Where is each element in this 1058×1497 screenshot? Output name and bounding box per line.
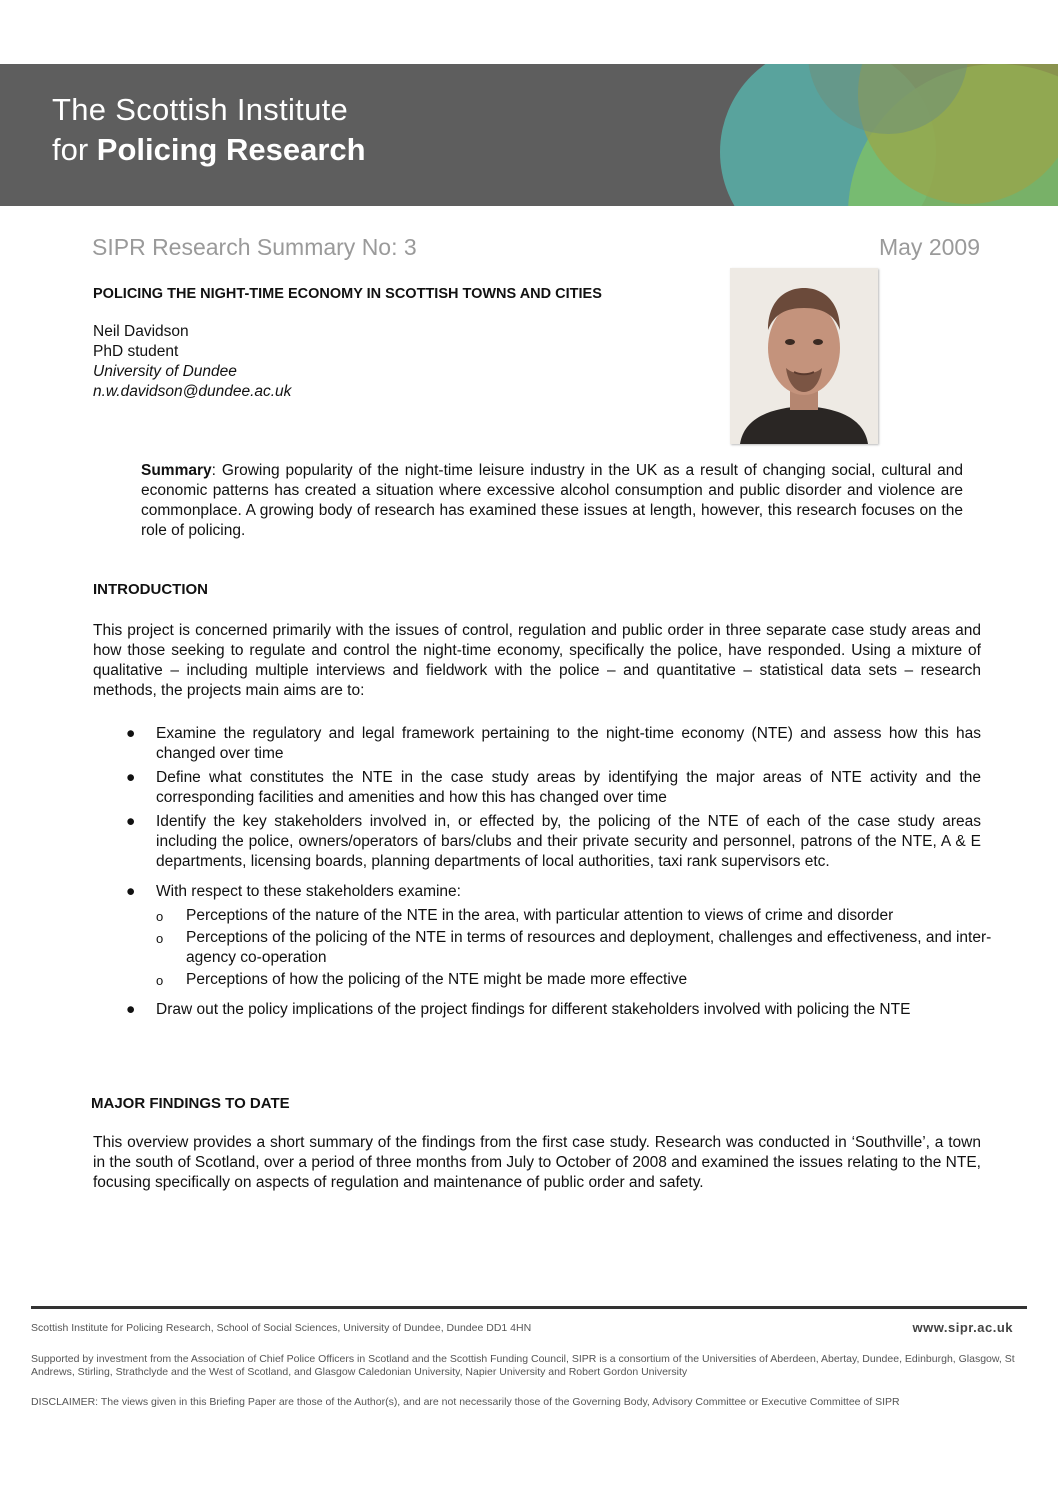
circle-bullet-icon: o [156, 931, 164, 946]
summary-paragraph [141, 461, 963, 541]
sub-list-item [122, 928, 1036, 968]
list-item [122, 768, 981, 808]
list-item [122, 1000, 1012, 1020]
bullet-icon: ● [126, 1001, 136, 1018]
sub-list-item [122, 970, 1006, 990]
list-item-text: With respect to these stakeholders examine: [156, 883, 461, 900]
circle-bullet-icon: o [156, 973, 164, 988]
summary-text: : Growing popularity of the night-time leisure industry in the UK as a result of changing social, cultural and economic patterns has created a situation where excessive alcohol consumption and public disorder and violence are commonplace. A growing body of research has examined these issues at length, however, this research focuses on the role of policing. [141, 462, 963, 539]
list-item-text: Identify the key stakeholders involved in, or effected by, the policing of the NTE of each of the case study areas including the police, owners/operators of bars/clubs and their private security and personnel, patrons of the NTE, A & E departments, licensing boards, planning departments of local authorities, taxi rank supervisors etc. [156, 813, 981, 870]
findings-heading: MAJOR FINDINGS TO DATE [91, 1095, 290, 1112]
sub-list-item-text: Perceptions of the nature of the NTE in the area, with particular attention to views of crime and disorder [186, 907, 894, 924]
introduction-heading: INTRODUCTION [93, 581, 208, 598]
sub-list-item-text: Perceptions of the policing of the NTE in terms of resources and deployment, challenges and effectiveness, and inter-agency co-operation [186, 929, 992, 966]
footer-disclaimer: DISCLAIMER: The views given in this Briefing Paper are those of the Author(s), and are not necessarily those of the Governing Body, Advisory Committee or Executive Committee of SIPR [31, 1396, 900, 1408]
author-block [93, 322, 291, 402]
author-email[interactable]: n.w.davidson@dundee.ac.uk [93, 383, 292, 400]
list-item [122, 724, 981, 764]
bullet-icon: ● [126, 725, 136, 742]
list-item-text: Define what constitutes the NTE in the case study areas by identifying the major areas of NTE activity and the corresponding facilities and amenities and how this has changed over time [156, 769, 981, 806]
series-number: SIPR Research Summary No: 3 [92, 234, 417, 260]
findings-paragraph: This overview provides a short summary of the findings from the first case study. Research was conducted in ‘Southville’, a town in the south of Scotland, over a period of three months from July to October of 2008 and examined the issues relating to the NTE, focusing specifically on aspects of regulation and maintenance of public order and safety. [93, 1134, 981, 1191]
footer-support-note: Supported by investment from the Association of Chief Police Officers in Scotland and the Scottish Funding Council, SIPR is a consortium of the Universities of Aberdeen, Abertay, Dundee, Edinburgh, Glasgow, St Andrews, Stirling, Strathclyde and the West of Scotland, and Glasgow Caledonian University, Napier University and Robert Gordon University [31, 1353, 1015, 1378]
document-title: POLICING THE NIGHT-TIME ECONOMY IN SCOTTISH TOWNS AND CITIES [93, 286, 602, 302]
list-item [122, 812, 981, 872]
sub-list-item-text: Perceptions of how the policing of the NTE might be made more effective [186, 971, 688, 988]
banner-line-1: The Scottish Institute [52, 92, 349, 127]
banner-line-2 [52, 130, 366, 170]
banner-line-2-bold: Policing Research [96, 132, 366, 167]
bullet-icon: ● [126, 769, 136, 786]
footer-website-link[interactable]: www.sipr.ac.uk [912, 1320, 1013, 1335]
header-banner [0, 64, 1058, 206]
summary-label: Summary [141, 462, 212, 479]
institute-logo-text [52, 90, 366, 170]
list-item-text: Draw out the policy implications of the project findings for different stakeholders involved with policing the NTE [156, 1001, 911, 1018]
author-portrait-image [730, 268, 878, 444]
introduction-paragraph: This project is concerned primarily with the issues of control, regulation and public order in three separate case study areas and how those seeking to regulate and control the night-time economy, specifically the police, have responded. Using a mixture of qualitative – including multiple interviews and fieldwork with the police – and quantitative – statistical data sets – research methods, the projects main aims are to: [93, 622, 981, 699]
aims-list [122, 724, 1012, 1024]
list-item [122, 882, 981, 902]
bullet-icon: ● [126, 813, 136, 830]
author-role: PhD student [93, 343, 179, 360]
author-photo [730, 268, 878, 444]
bullet-icon: ● [126, 883, 136, 900]
footer-divider [31, 1306, 1027, 1309]
list-item-text: Examine the regulatory and legal framework pertaining to the night-time economy (NTE) and assess how this has changed over time [156, 725, 981, 762]
sub-list-item [122, 906, 1006, 926]
publication-date: May 2009 [878, 234, 980, 260]
author-name: Neil Davidson [93, 323, 189, 340]
author-institution: University of Dundee [93, 363, 237, 380]
banner-line-2-prefix: for [52, 132, 97, 167]
banner-circles-graphic [638, 64, 1058, 206]
circle-bullet-icon: o [156, 909, 164, 924]
footer-address: Scottish Institute for Policing Research, School of Social Sciences, University of Dundee, Dundee DD1 4HN [31, 1322, 532, 1334]
